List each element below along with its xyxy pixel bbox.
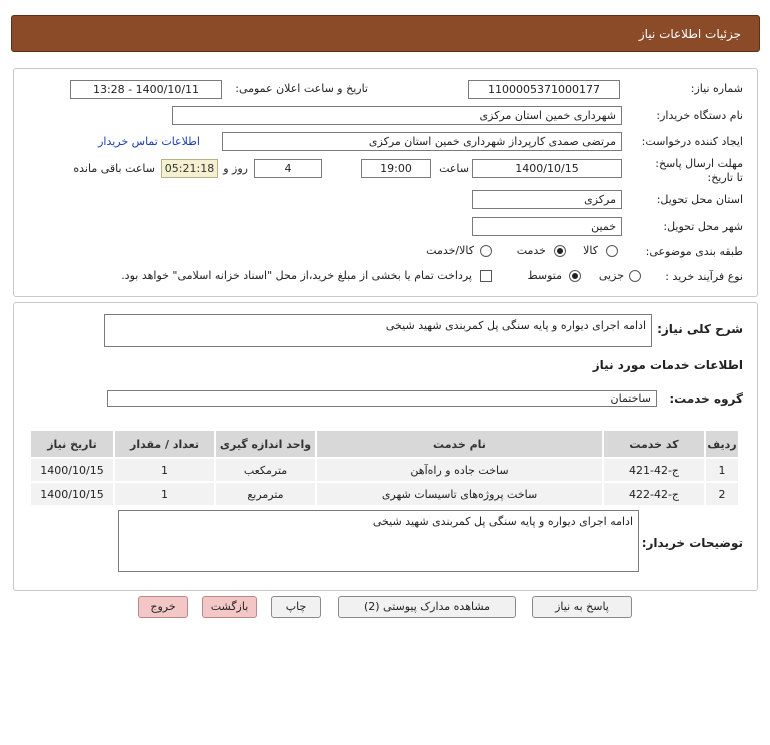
cell-qty: 1 bbox=[114, 458, 215, 482]
treasury-payment-checkbox[interactable] bbox=[480, 270, 492, 282]
province-label: استان محل تحویل: bbox=[656, 193, 743, 206]
need-number-label: شماره نیاز: bbox=[690, 82, 743, 95]
table-header-row bbox=[30, 430, 739, 458]
cell-name: ساخت پروژه‌های تاسیسات شهری bbox=[316, 482, 603, 506]
category-goods-radio[interactable] bbox=[606, 245, 618, 257]
process-label: نوع فرآیند خرید : bbox=[665, 270, 743, 283]
col-qty-header: تعداد / مقدار bbox=[114, 430, 215, 458]
col-unit-header: واحد اندازه گیری bbox=[215, 430, 316, 458]
back-button[interactable]: بازگشت bbox=[202, 596, 257, 618]
days-field[interactable]: 4 bbox=[254, 159, 322, 178]
cell-code: ج-42-421 bbox=[603, 458, 705, 482]
services-table bbox=[29, 429, 740, 507]
cell-code: ج-42-422 bbox=[603, 482, 705, 506]
announce-label: تاریخ و ساعت اعلان عمومی: bbox=[235, 82, 368, 95]
category-goods-service-radio[interactable] bbox=[480, 245, 492, 257]
buyer-org-field[interactable]: شهرداری خمین استان مرکزی bbox=[172, 106, 622, 125]
buyer-org-label: نام دستگاه خریدار: bbox=[656, 109, 743, 122]
services-heading: اطلاعات خدمات مورد نیاز bbox=[592, 358, 743, 372]
remaining-label: ساعت باقی مانده bbox=[73, 162, 155, 175]
page-header bbox=[11, 15, 760, 52]
reply-button[interactable]: پاسخ به نیاز bbox=[532, 596, 632, 618]
col-code-header: کد خدمت bbox=[603, 430, 705, 458]
service-group-label: گروه خدمت: bbox=[669, 392, 743, 406]
category-label: طبقه بندی موضوعی: bbox=[645, 245, 743, 258]
city-field[interactable]: خمین bbox=[472, 217, 622, 236]
cell-name: ساخت جاده و راه‌آهن bbox=[316, 458, 603, 482]
page-title: جزئیات اطلاعات نیاز bbox=[638, 27, 741, 41]
treasury-payment-note: پرداخت تمام یا بخشی از مبلغ خرید،از محل "اسناد خزانه اسلامی" خواهد بود. bbox=[121, 269, 472, 282]
col-name-header: نام خدمت bbox=[316, 430, 603, 458]
category-goods-service-label: کالا/خدمت bbox=[426, 244, 474, 257]
province-field[interactable]: مرکزی bbox=[472, 190, 622, 209]
category-service-label: خدمت bbox=[516, 244, 546, 257]
cell-unit: مترمکعب bbox=[215, 458, 316, 482]
col-row-header: ردیف bbox=[705, 430, 739, 458]
requester-field[interactable]: مرتضی صمدی کارپرداز شهرداری خمین استان مرکزی bbox=[222, 132, 622, 151]
process-minor-radio[interactable] bbox=[629, 270, 641, 282]
view-attachments-button[interactable]: مشاهده مدارک پیوستی (2) bbox=[338, 596, 516, 618]
table-row[interactable] bbox=[30, 482, 739, 506]
remaining-time-field: 05:21:18 bbox=[161, 159, 218, 178]
deadline-time-label: ساعت bbox=[439, 162, 469, 175]
summary-field[interactable]: ادامه اجرای دیواره و پایه سنگی پل کمربندی شهید شیخی bbox=[104, 314, 652, 347]
city-label: شهر محل تحویل: bbox=[663, 220, 743, 233]
category-service-radio[interactable] bbox=[554, 245, 566, 257]
cell-row: 2 bbox=[705, 482, 739, 506]
requester-label: ایجاد کننده درخواست: bbox=[641, 135, 743, 148]
print-button[interactable]: چاپ bbox=[271, 596, 321, 618]
buyer-notes-label: توضیحات خریدار: bbox=[641, 536, 743, 550]
cell-row: 1 bbox=[705, 458, 739, 482]
process-medium-label: متوسط bbox=[527, 269, 562, 282]
buyer-contact-link[interactable]: اطلاعات تماس خریدار bbox=[98, 135, 200, 148]
need-number-field[interactable]: 1100005371000177 bbox=[468, 80, 620, 99]
cell-unit: مترمربع bbox=[215, 482, 316, 506]
buyer-notes-field[interactable]: ادامه اجرای دیواره و پایه سنگی پل کمربندی شهید شیخی bbox=[118, 510, 639, 572]
process-medium-radio[interactable] bbox=[569, 270, 581, 282]
summary-label: شرح کلی نیاز: bbox=[657, 322, 743, 336]
exit-button[interactable]: خروج bbox=[138, 596, 188, 618]
table-row[interactable] bbox=[30, 458, 739, 482]
deadline-date-field[interactable]: 1400/10/15 bbox=[472, 159, 622, 178]
need-info-panel bbox=[13, 68, 758, 297]
cell-date: 1400/10/15 bbox=[30, 458, 114, 482]
process-minor-label: جزیی bbox=[598, 269, 624, 282]
category-goods-label: کالا bbox=[583, 244, 598, 257]
deadline-label: مهلت ارسال پاسخ: تا تاریخ: bbox=[655, 157, 743, 184]
deadline-time-field[interactable]: 19:00 bbox=[361, 159, 431, 178]
days-label: روز و bbox=[223, 162, 248, 175]
announce-field[interactable]: 1400/10/11 - 13:28 bbox=[70, 80, 222, 99]
cell-date: 1400/10/15 bbox=[30, 482, 114, 506]
service-group-field[interactable]: ساختمان bbox=[107, 390, 657, 407]
cell-qty: 1 bbox=[114, 482, 215, 506]
col-date-header: تاریخ نیاز bbox=[30, 430, 114, 458]
